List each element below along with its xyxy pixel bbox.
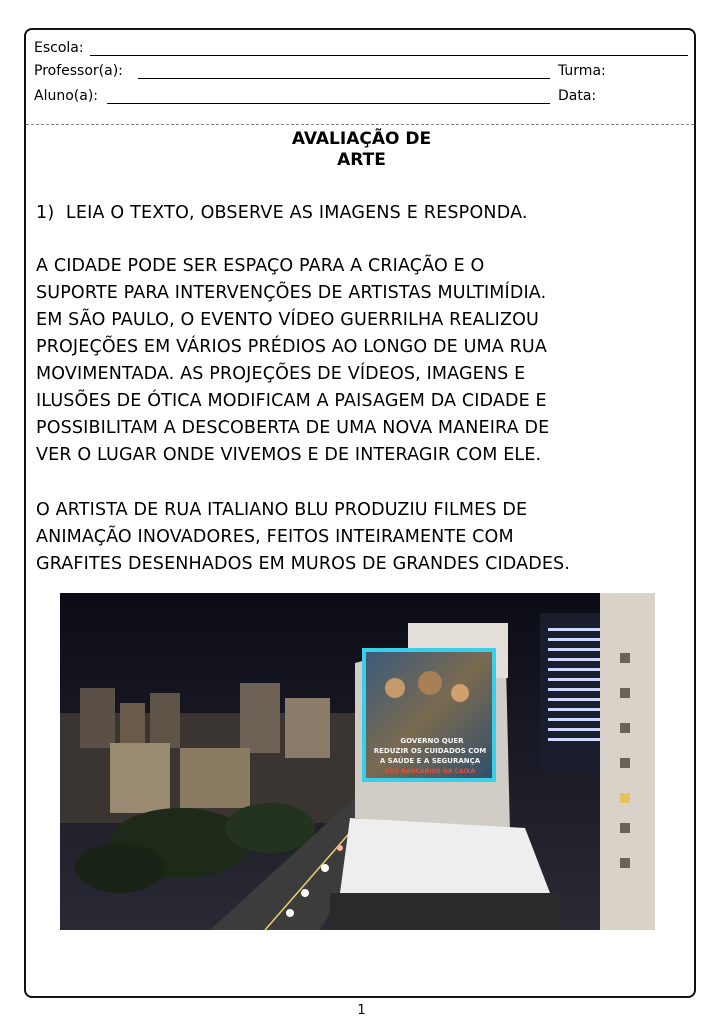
question-1 [36, 200, 528, 226]
header-divider [26, 124, 694, 125]
paragraph-1-line: EM SÃO PAULO, O EVENTO VÍDEO GUERRILHA REALIZOU [36, 310, 540, 330]
student-label: Aluno(a): [34, 88, 98, 104]
paragraph-1-line: POSSIBILITAM A DESCOBERTA DE UMA NOVA MANEIRA DE [36, 418, 550, 438]
page-number: 1 [357, 1003, 366, 1018]
paragraph-1-line: A CIDADE PODE SER ESPAÇO PARA A CRIAÇÃO E O [36, 256, 485, 276]
date-label: Data: [558, 88, 597, 104]
paragraph-1-line: SUPORTE PARA INTERVENÇÕES DE ARTISTAS MULTIMÍDIA. [36, 283, 547, 303]
paragraph-2-line: O ARTISTA DE RUA ITALIANO BLU PRODUZIU FILMES DE [36, 500, 528, 520]
question-number: 1) [36, 203, 55, 223]
paragraph-2 [36, 497, 676, 578]
class-label: Turma: [558, 63, 606, 79]
paragraph-1-line: MOVIMENTADA. AS PROJEÇÕES DE VÍDEOS, IMAGENS E [36, 364, 526, 384]
title-line-2: ARTE [337, 150, 386, 170]
teacher-field[interactable] [138, 78, 550, 79]
teacher-label: Professor(a): [34, 63, 123, 79]
paragraph-1 [36, 253, 676, 469]
title-line-1: AVALIAÇÃO DE [291, 129, 432, 149]
paragraph-1-line: ILUSÕES DE ÓTICA MODIFICAM A PAISAGEM DA CIDADE E [36, 391, 547, 411]
projection-text-line: GOVERNO QUER [400, 737, 464, 745]
school-field[interactable] [90, 55, 688, 56]
school-label: Escola: [34, 40, 84, 56]
paragraph-2-line: ANIMAÇÃO INOVADORES, FEITOS INTEIRAMENTE COM [36, 527, 514, 547]
projection-text-line: A SAÚDE E A SEGURANÇA [379, 757, 481, 765]
paragraph-1-line: PROJEÇÕES EM VÁRIOS PRÉDIOS AO LONGO DE UMA RUA [36, 337, 548, 357]
city-projection-photo [60, 593, 655, 930]
projection-text-line: REDUZIR OS CUIDADOS COM [373, 747, 487, 755]
projection-text-line: DOS BANCÁRIOS DA CAIXA [384, 768, 476, 775]
paragraph-1-line: VER O LUGAR ONDE VIVEMOS E DE INTERAGIR COM ELE. [36, 445, 542, 465]
question-text: LEIA O TEXTO, OBSERVE AS IMAGENS E RESPONDA. [65, 203, 528, 223]
student-field[interactable] [107, 103, 550, 104]
paragraph-2-line: GRAFITES DESENHADOS EM MUROS DE GRANDES CIDADES. [36, 554, 570, 574]
